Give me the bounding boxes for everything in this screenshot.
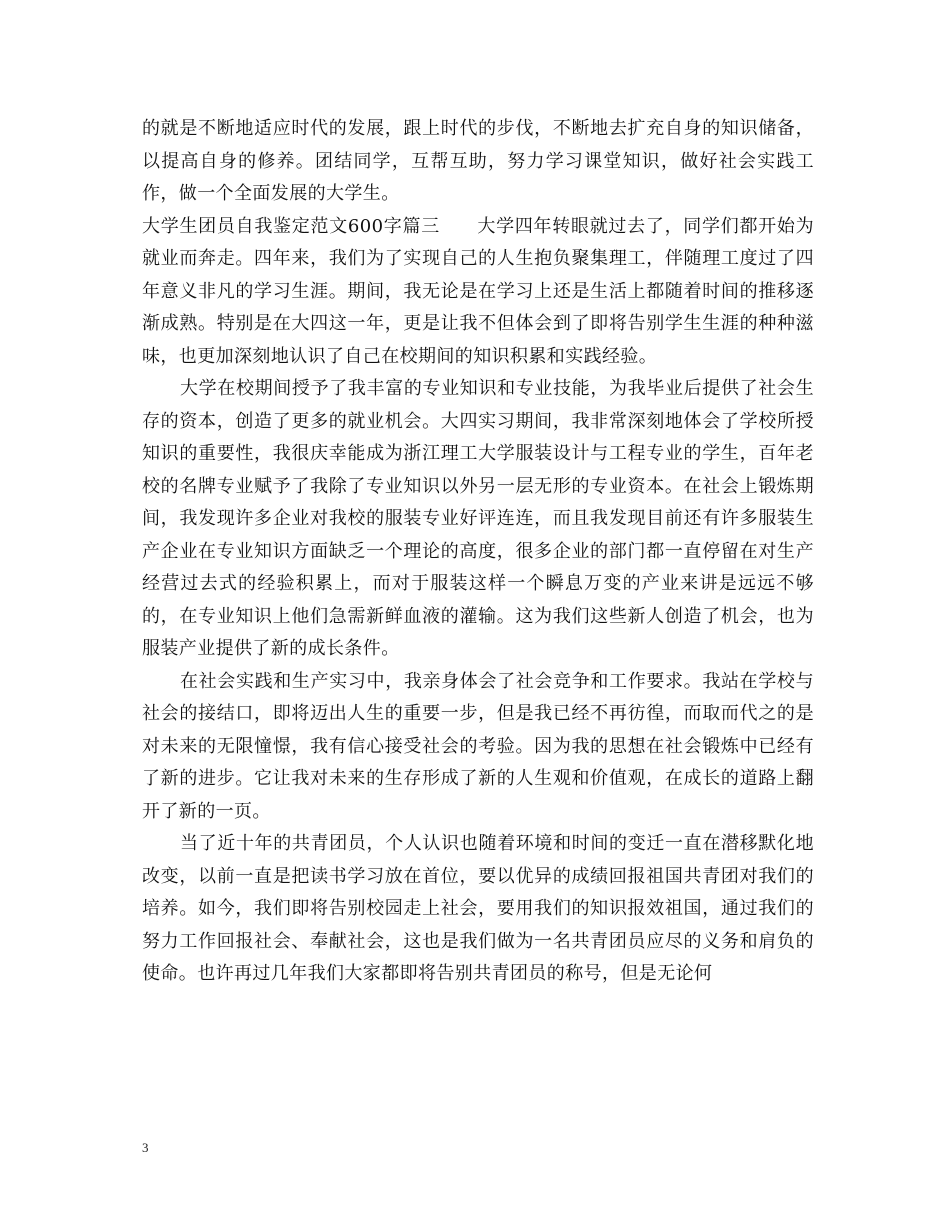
paragraph-1: 的就是不断地适应时代的发展，跟上时代的步伐，不断地去扩充自身的知识储备，以提高自身的修养。团结同学，互帮互助，努力学习课堂知识，做好社会实践工作，做一个全面发展的大学生。: [142, 118, 814, 204]
paragraph-3: 大学在校期间授予了我丰富的专业知识和专业技能，为我毕业后提供了社会生存的资本，创造了更多的就业机会。大四实习期间，我非常深刻地体会了学校所授知识的重要性，我很庆幸能成为浙江理工大学服装设计与工程专业的学生，百年老校的名牌专业赋予了我除了专业知识以外另一层无形的专业资本。在社会上锻炼期间，我发现许多企业对我校的服装专业好评连连，而且我发现目前还有许多服装生产企业在专业知识方面缺乏一个理论的高度，很多企业的部门都一直停留在对生产经营过去式的经验积累上，而对于服装这样一个瞬息万变的产业来讲是远远不够的，在专业知识上他们急需新鲜血液的灌输。这为我们这些新人创造了机会，也为服装产业提供了新的成长条件。: [142, 378, 814, 659]
paragraph-4: 在社会实践和生产实习中，我亲身体会了社会竞争和工作要求。我站在学校与社会的接结口，即将迈出人生的重要一步，但是我已经不再彷徨，而取而代之的是对未来的无限憧憬，我有信心接受社会的考验。因为我的思想在社会锻炼中已经有了新的进步。它让我对未来的生存形成了新的人生观和价值观，在成长的道路上翻开了新的一页。: [142, 670, 814, 822]
page-number: 3: [142, 1140, 149, 1155]
paragraph-5: 当了近十年的共青团员，个人认识也随着环境和时间的变迁一直在潜移默化地改变，以前一直是把读书学习放在首位，要以优异的成绩回报祖国共青团对我们的培养。如今，我们即将告别校园走上社会，要用我们的知识报效祖国，通过我们的努力工作回报社会、奉献社会，这也是我们做为一名共青团员应尽的义务和肩负的使命。也许再过几年我们大家都即将告别共青团员的称号，但是无论何: [142, 833, 814, 984]
paragraph-2: 大学生团员自我鉴定范文600字篇三 大学四年转眼就过去了，同学们都开始为就业而奔走。四年来，我们为了实现自己的人生抱负聚集理工，伴随理工度过了四年意义非凡的学习生涯。期间，我无论是在学习上还是生活上都随着时间的推移逐渐成熟。特别是在大四这一年，更是让我不但体会到了即将告别学生生涯的种种滋味，也更加深刻地认识了自己在校期间的知识积累和实践经验。: [142, 215, 814, 367]
document-body: [142, 113, 814, 991]
